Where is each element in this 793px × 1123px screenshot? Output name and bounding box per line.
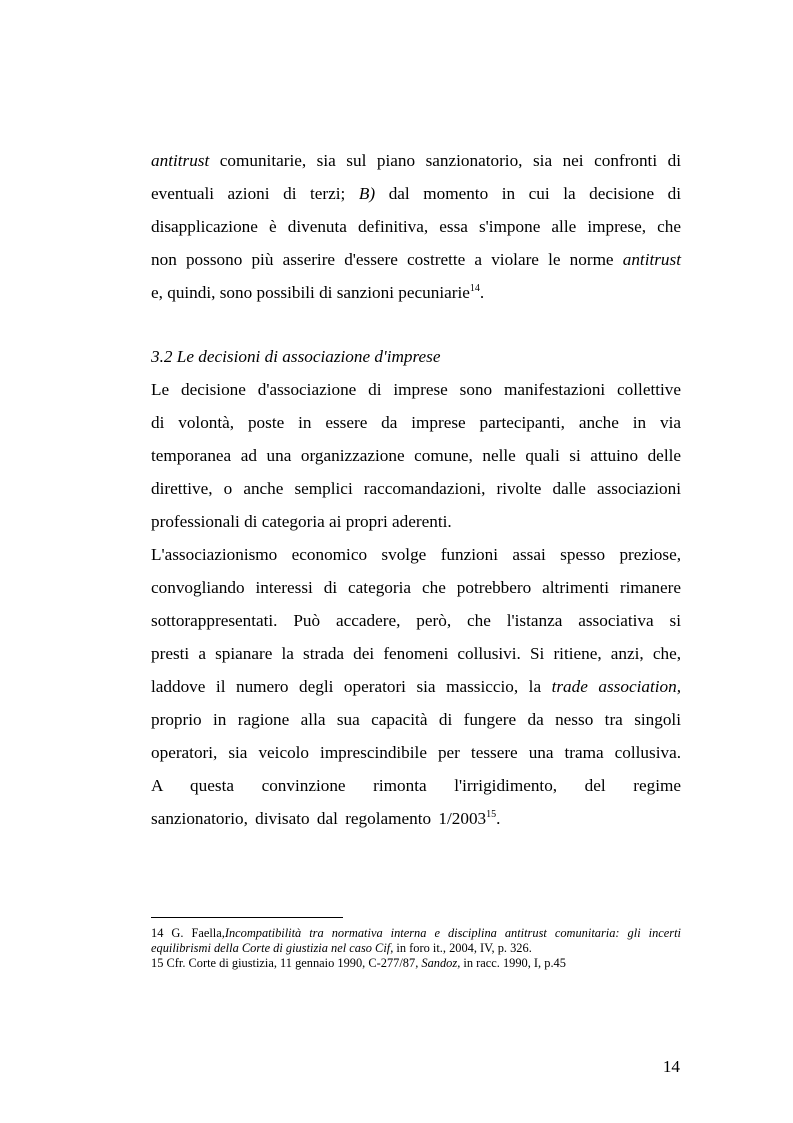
footnote-14-line-2 bbox=[151, 941, 681, 956]
italic-term: trade association, bbox=[551, 677, 681, 696]
paragraph-1-line-2 bbox=[151, 184, 681, 204]
paragraph-3-line-1: L'associazionismo economico svolge funzioni assai spesso preziose, bbox=[151, 545, 681, 564]
footnote-ref-14[interactable]: 14 bbox=[469, 283, 480, 294]
paragraph-1-line-5 bbox=[151, 283, 681, 303]
italic-term: Incompatibilità tra normativa interna e disciplina antitrust comunitaria: gli incerti bbox=[224, 926, 681, 940]
paragraph-2-line-2: di volontà, poste in essere da imprese partecipanti, anche in via bbox=[151, 413, 681, 432]
paragraph-3-line-2: convogliando interessi di categoria che potrebbero altrimenti rimanere bbox=[151, 578, 681, 597]
paragraph-1-line-3: disapplicazione è divenuta definitiva, essa s'impone alle imprese, che bbox=[151, 217, 681, 236]
text-run: . bbox=[496, 809, 501, 828]
paragraph-2-line-4: direttive, o anche semplici raccomandazioni, rivolte dalle associazioni bbox=[151, 479, 681, 498]
paragraph-3-line-4: presti a spianare la strada dei fenomeni collusivi. Si ritiene, anzi, che, bbox=[151, 644, 681, 663]
footnote-15 bbox=[151, 956, 681, 971]
paragraph-2-line-3: temporanea ad una organizzazione comune, nelle quali si attuino delle bbox=[151, 446, 681, 465]
italic-term: equilibrismi della Corte di giustizia nel caso Cif bbox=[151, 941, 391, 955]
text-run: in racc. 1990, I, p.45 bbox=[460, 956, 566, 970]
page-number: 14 bbox=[662, 1057, 680, 1076]
paragraph-3-line-9 bbox=[151, 809, 681, 829]
footnote-separator bbox=[151, 917, 343, 918]
italic-term: Sandoz, bbox=[421, 956, 461, 970]
text-run: laddove il numero degli operatori sia massiccio, la bbox=[151, 677, 552, 696]
text-run: sanzionatorio, divisato dal regolamento 1/2003 bbox=[151, 809, 487, 828]
paragraph-3-line-7: operatori, sia veicolo imprescindibile per tessere una trama collusiva. bbox=[151, 743, 681, 762]
paragraph-3-line-3: sottorappresentati. Può accadere, però, che l'istanza associativa si bbox=[151, 611, 681, 630]
paragraph-3-line-8: A questa convinzione rimonta l'irrigidimento, del regime bbox=[151, 776, 681, 795]
section-heading: 3.2 Le decisioni di associazione d'imprese bbox=[151, 347, 441, 366]
text-run: non possono più asserire d'essere costrette a violare le norme bbox=[151, 250, 623, 269]
italic-term: antitrust bbox=[622, 250, 681, 269]
paragraph-1-line-4 bbox=[151, 250, 681, 270]
text-run: 14 G. Faella, bbox=[151, 926, 225, 940]
footnote-ref-15[interactable]: 15 bbox=[486, 809, 497, 820]
text-run: eventuali azioni di terzi; bbox=[151, 184, 359, 203]
paragraph-3-line-5 bbox=[151, 677, 681, 697]
text-run: e, quindi, sono possibili di sanzioni pecuniarie bbox=[151, 283, 470, 302]
text-run: dal momento in cui la decisione di bbox=[375, 184, 682, 203]
text-run: 15 Cfr. Corte di giustizia, 11 gennaio 1990, C-277/87, bbox=[151, 956, 422, 970]
italic-term: antitrust bbox=[151, 151, 210, 170]
footnote-14-line-1 bbox=[151, 926, 681, 941]
text-run: . bbox=[479, 283, 485, 302]
paragraph-3-line-6: proprio in ragione alla sua capacità di fungere da nesso tra singoli bbox=[151, 710, 681, 729]
paragraph-2-line-1: Le decisione d'associazione di imprese sono manifestazioni collettive bbox=[151, 380, 681, 399]
paragraph-1-line-1 bbox=[151, 151, 681, 171]
italic-term: B) bbox=[358, 184, 376, 203]
paragraph-2-line-5: professionali di categoria ai propri aderenti. bbox=[151, 512, 452, 531]
text-run: , in foro it., 2004, IV, p. 326. bbox=[390, 941, 532, 955]
text-run: comunitarie, sia sul piano sanzionatorio, sia nei confronti di bbox=[209, 151, 681, 170]
